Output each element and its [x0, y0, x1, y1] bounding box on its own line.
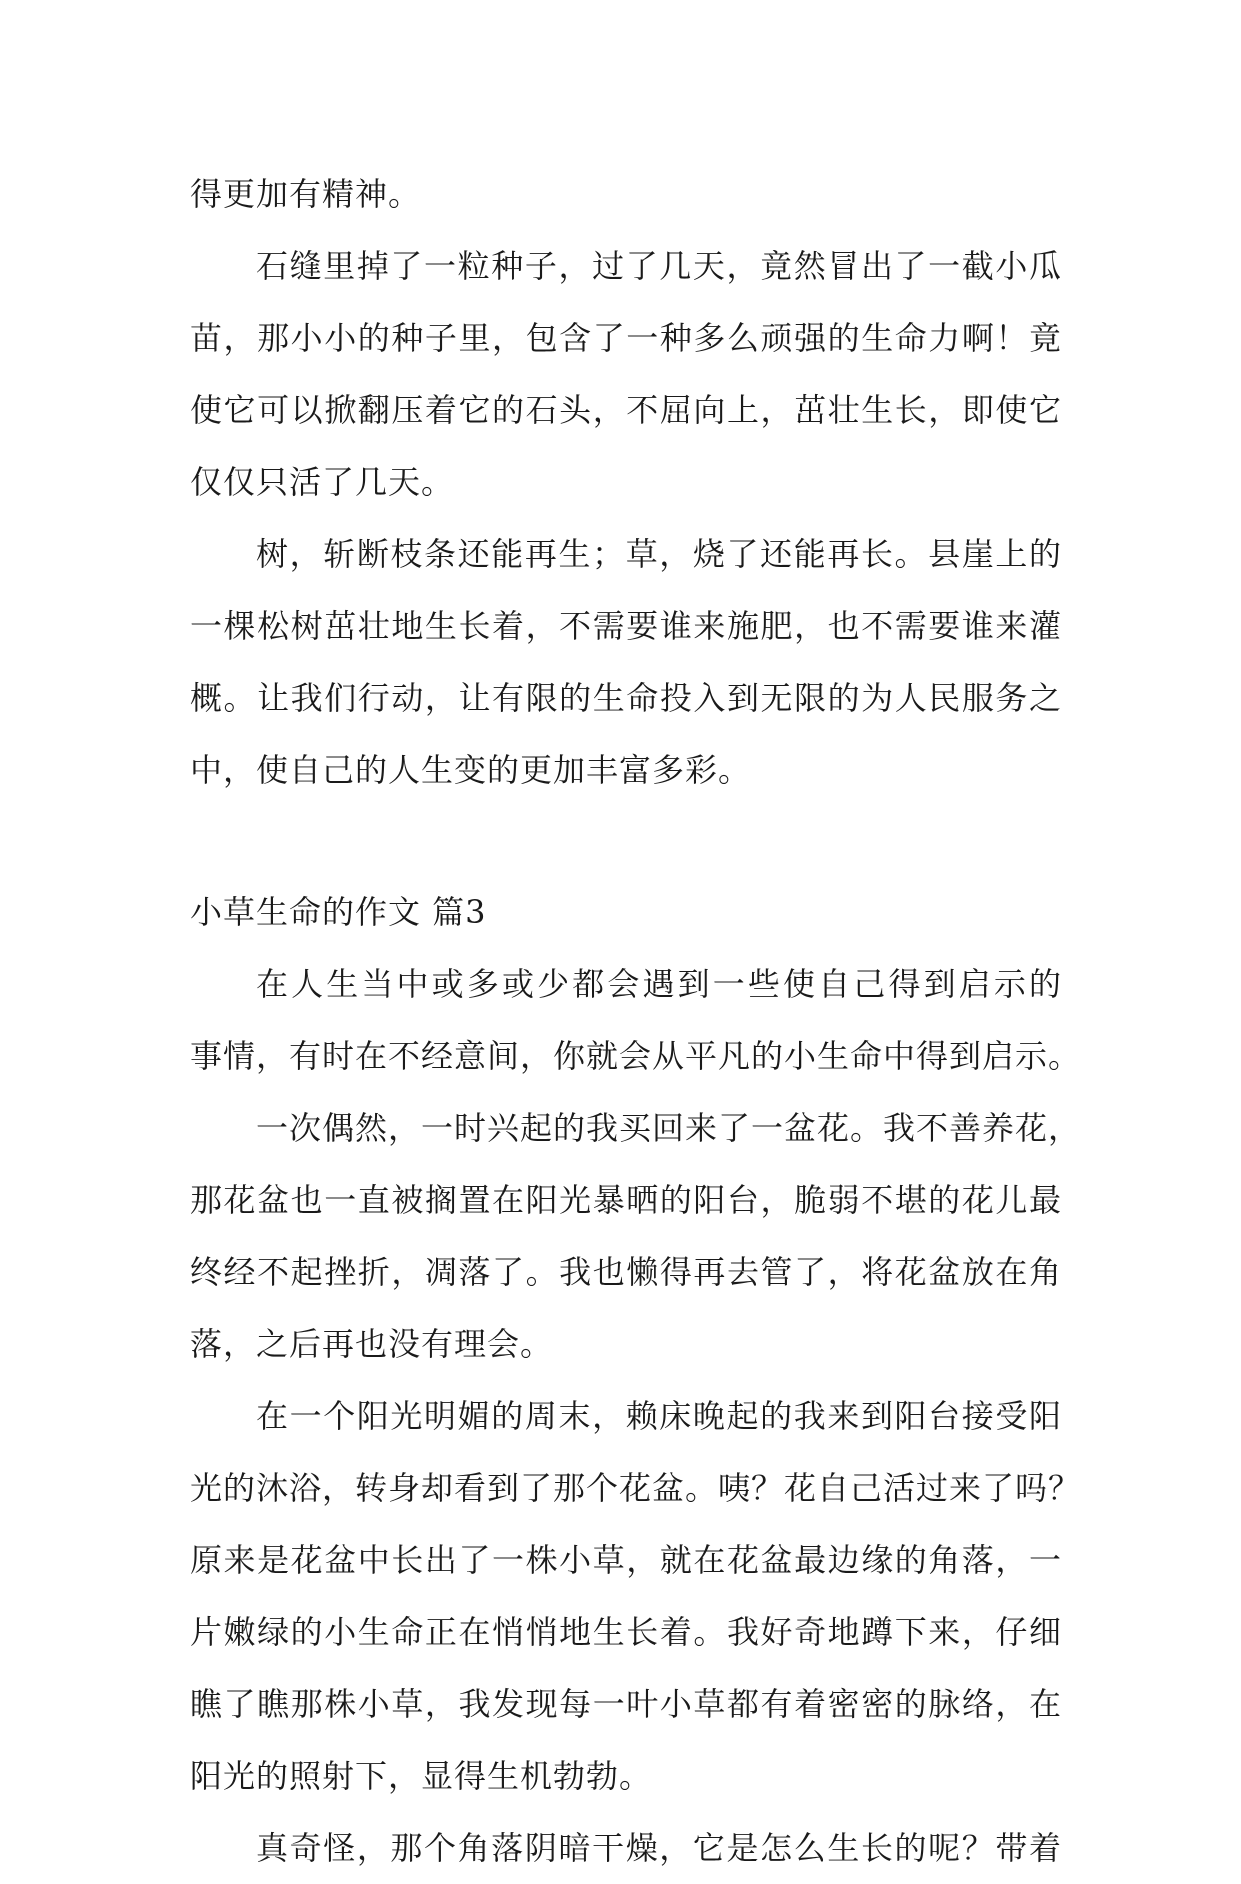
text-line: 在人生当中或多或少都会遇到一些使自己得到启示的: [256, 965, 1062, 1003]
text-line: 原来是花盆中长出了一株小草，就在花盆最边缘的角落，一: [190, 1541, 1062, 1579]
text-line: 真奇怪，那个角落阴暗干燥，它是怎么生长的呢？带着: [256, 1829, 1062, 1867]
paragraph: [190, 518, 1062, 806]
paragraph: [190, 1812, 1062, 1884]
text-line: 一次偶然，一时兴起的我买回来了一盆花。我不善养花，: [256, 1109, 1082, 1147]
text-line: 苗，那小小的种子里，包含了一种多么顽强的生命力啊！竟: [190, 319, 1062, 357]
text-line: 石缝里掉了一粒种子，过了几天，竟然冒出了一截小瓜: [256, 247, 1062, 285]
text-line: 片嫩绿的小生命正在悄悄地生长着。我好奇地蹲下来，仔细: [190, 1613, 1062, 1651]
text-line: 终经不起挫折，凋落了。我也懒得再去管了，将花盆放在角: [190, 1253, 1062, 1291]
paragraph: [190, 158, 1062, 230]
paragraph: [190, 1380, 1082, 1812]
text-line: 光的沐浴，转身却看到了那个花盆。咦？花自己活过来了吗？: [190, 1469, 1082, 1507]
text-line: 在一个阳光明媚的周末，赖床晚起的我来到阳台接受阳: [256, 1397, 1062, 1435]
section-heading: 小草生命的作文 篇3: [190, 893, 487, 931]
paragraph: [190, 230, 1062, 518]
text-line: 中，使自己的人生变的更加丰富多彩。: [190, 751, 752, 789]
text-line: 得更加有精神。: [190, 175, 422, 213]
text-line: 使它可以掀翻压着它的石头，不屈向上，茁壮生长，即使它: [190, 391, 1062, 429]
text-line: 一棵松树茁壮地生长着，不需要谁来施肥，也不需要谁来灌: [190, 607, 1062, 645]
text-line: 仅仅只活了几天。: [190, 463, 455, 501]
document-page: [190, 158, 1082, 1884]
paragraph: [190, 948, 1082, 1092]
text-line: 瞧了瞧那株小草，我发现每一叶小草都有着密密的脉络，在: [190, 1685, 1062, 1723]
text-line: 阳光的照射下，显得生机勃勃。: [190, 1757, 653, 1795]
paragraph: [190, 1092, 1082, 1380]
text-line: 树，斩断枝条还能再生；草，烧了还能再长。县崖上的: [256, 535, 1062, 573]
text-line: 事情，有时在不经意间，你就会从平凡的小生命中得到启示。: [190, 1037, 1082, 1075]
text-line: 落，之后再也没有理会。: [190, 1325, 554, 1363]
text-line: 那花盆也一直被搁置在阳光暴晒的阳台，脆弱不堪的花儿最: [190, 1181, 1062, 1219]
text-line: 概。让我们行动，让有限的生命投入到无限的为人民服务之: [190, 679, 1062, 717]
